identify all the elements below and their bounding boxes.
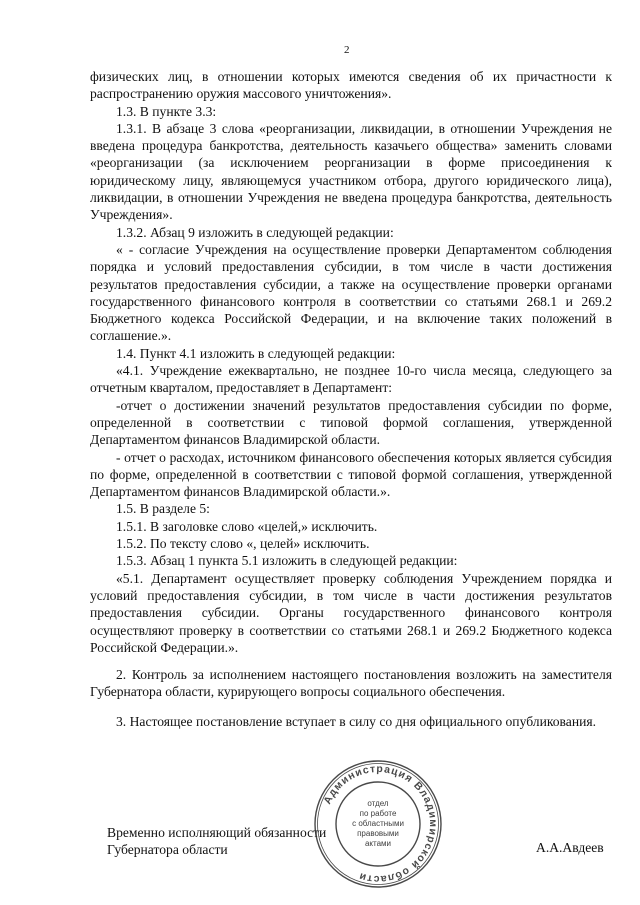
paragraph-continuation: физических лиц, в отношении которых имеются сведения об их причастности к распространению оружия массового уничтожения». xyxy=(90,69,612,102)
stamp-line: отдел xyxy=(367,799,389,808)
paragraph-1-3-2: 1.3.2. Абзац 9 изложить в следующей редакции: xyxy=(116,224,394,240)
signatory-name: А.А.Авдеев xyxy=(536,840,604,855)
signatory-position-line-1: Временно исполняющий обязанности xyxy=(107,825,327,840)
paragraph-5-1: «5.1. Департамент осуществляет проверку соблюдения Учреждением порядка и условий предоставления субсидии, в том числе в части достижения результатов предоставления субсидии. Органы государственного финансового контроля осуществляют проверку в соответствии со статьями 268.1 и 269.2 Бюджетного кодекса Российской Федерации.». xyxy=(90,570,612,655)
page-number: 2 xyxy=(344,44,350,56)
stamp-line: актами xyxy=(364,839,392,848)
svg-text:Администрация Владимирской обл: Администрация Владимирской области xyxy=(321,762,440,886)
signatory-position xyxy=(107,824,326,859)
paragraph-1-5: 1.5. В разделе 5: xyxy=(116,501,210,517)
paragraph-4-1: «4.1. Учреждение ежеквартально, не позднее 10-го числа месяца, следующего за отчетным кварталом, предоставляет в Департамент: xyxy=(90,363,612,396)
paragraph-1-3-1: 1.3.1. В абзаце 3 слова «реорганизации, ликвидации, в отношении Учреждения не введена процедура банкротства, деятельность казачьего общества» заменить словами «реорганизации (за исключением реорганизации в форме присоединения к юридическому лицу, являющемуся участником отбора, другого юридического лица), ликвидации, в отношении Учреждения не введена процедура банкротства, деятельность Учреждения». xyxy=(90,120,612,223)
paragraph-1-5-1: 1.5.1. В заголовке слово «целей,» исключить. xyxy=(116,518,378,534)
paragraph-report-expenses: - отчет о расходах, источником финансового обеспечения которых является субсидия по форме, определенной в соответствии с типовой формой соглашения, утвержденной Департаментом финансов Владимирской области.». xyxy=(90,449,612,500)
stamp-line: правовыми xyxy=(357,829,399,838)
stamp-line: по работе xyxy=(359,809,397,818)
paragraph-report-results: -отчет о достижении значений результатов предоставления субсидии по форме, определенной в соответствии с типовой формой соглашения, утвержденной Департаментом финансов Владимирской области. xyxy=(90,397,612,448)
paragraph-1-3: 1.3. В пункте 3.3: xyxy=(116,103,217,119)
paragraph-1-5-3: 1.5.3. Абзац 1 пункта 5.1 изложить в следующей редакции: xyxy=(116,553,458,569)
document-body xyxy=(90,68,612,730)
paragraph-1-4: 1.4. Пункт 4.1 изложить в следующей редакции: xyxy=(116,345,396,361)
official-seal-stamp xyxy=(312,758,444,890)
paragraph-1-5-2: 1.5.2. По тексту слово «, целей» исключить. xyxy=(116,536,370,552)
paragraph-1-3-2-text: « - согласие Учреждения на осуществление проверки Департаментом соблюдения порядка и условий предоставления субсидии, в том числе в части достижения результатов предоставления субсидии, а также на осуществление проверки органами государственного финансового контроля в соответствии со статьями 268.1 и 269.2 Бюджетного кодекса Российской Федерации, и на включение таких положений в соглашение.». xyxy=(90,241,612,344)
signatory-position-line-2: Губернатора области xyxy=(107,842,228,858)
paragraph-2: 2. Контроль за исполнением настоящего постановления возложить на заместителя Губернатора области, курирующего вопросы социального обеспечения. xyxy=(90,667,612,700)
paragraph-3: 3. Настоящее постановление вступает в силу со дня официального опубликования. xyxy=(116,713,597,729)
stamp-line: с областными xyxy=(352,819,404,828)
